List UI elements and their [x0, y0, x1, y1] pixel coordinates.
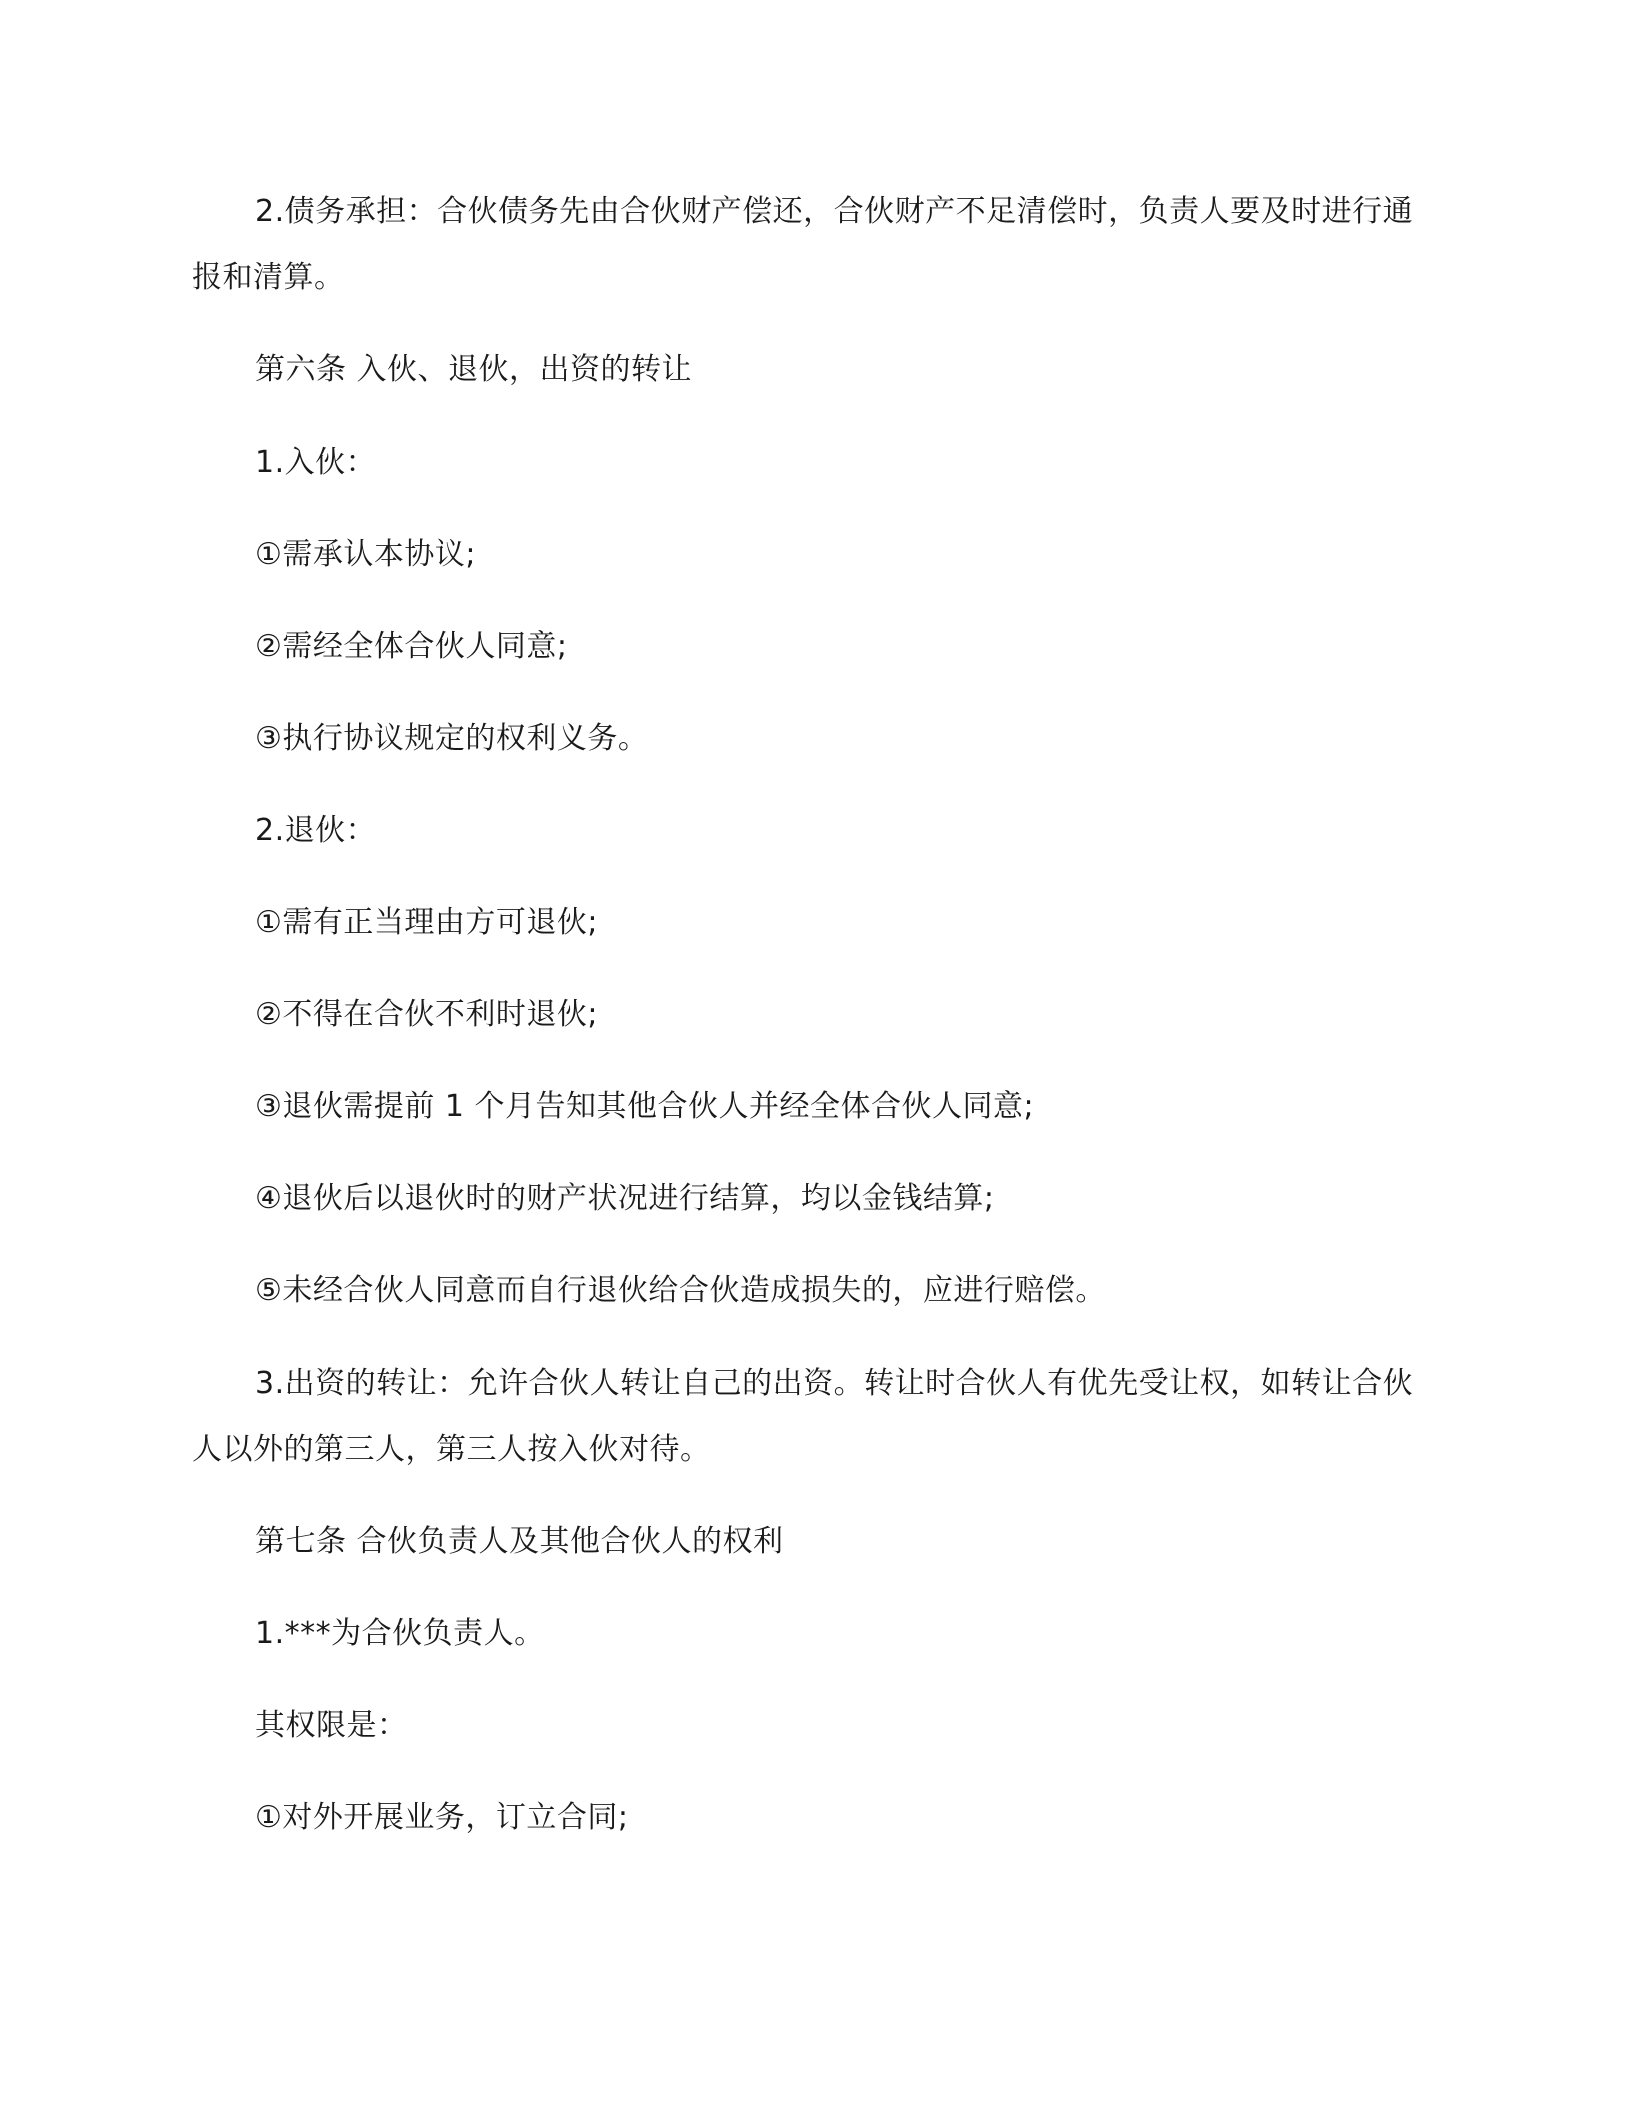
paragraph-capital-transfer: 3.出资的转让：允许合伙人转让自己的出资。转让时合伙人有优先受让权，如转让合伙人以外的第三人，第三人按入伙对待。 — [192, 1366, 1414, 1467]
paragraph-responsible-person: 1.***为合伙负责人。 — [255, 1616, 545, 1651]
list-item-withdrawal-3: ③退伙需提前 1 个月告知其他合伙人并经全体合伙人同意; — [255, 1089, 1035, 1124]
list-item-withdrawal-4: ④退伙后以退伙时的财产状况进行结算，均以金钱结算; — [255, 1181, 995, 1216]
list-item-joining-1: ①需承认本协议; — [255, 537, 477, 572]
paragraph-joining: 1.入伙： — [255, 445, 377, 480]
list-item-withdrawal-2: ②不得在合伙不利时退伙; — [255, 997, 599, 1032]
article-seven-heading: 第七条 合伙负责人及其他合伙人的权利 — [255, 1524, 784, 1559]
list-item-joining-3: ③执行协议规定的权利义务。 — [255, 721, 649, 756]
list-item-authority-1: ①对外开展业务，订立合同; — [255, 1800, 629, 1835]
list-item-withdrawal-5: ⑤未经合伙人同意而自行退伙给合伙造成损失的，应进行赔偿。 — [255, 1273, 1106, 1308]
paragraph-authority: 其权限是： — [255, 1708, 408, 1743]
article-six-heading: 第六条 入伙、退伙，出资的转让 — [255, 352, 693, 387]
paragraph-withdrawal: 2.退伙： — [255, 813, 377, 848]
list-item-withdrawal-1: ①需有正当理由方可退伙; — [255, 905, 599, 940]
list-item-joining-2: ②需经全体合伙人同意; — [255, 629, 568, 664]
paragraph-debt-liability: 2.债务承担：合伙债务先由合伙财产偿还，合伙财产不足清偿时，负责人要及时进行通报和清算。 — [192, 194, 1414, 295]
